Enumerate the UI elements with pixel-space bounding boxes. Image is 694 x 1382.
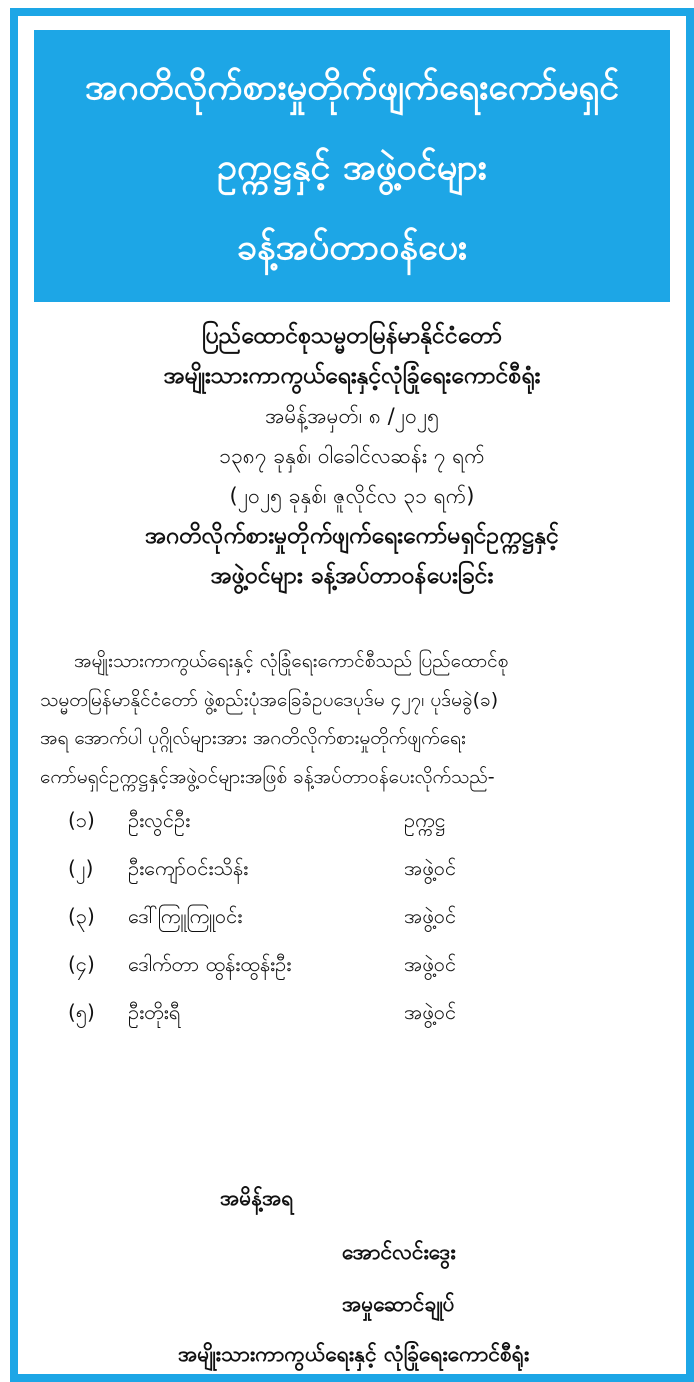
order-number: အမိန့်အမှတ်၊ ၈ /၂၀၂၅: [265, 404, 439, 428]
council-office: အမျိုးသားကာကွယ်ရေးနှင့်လုံခြုံရေးကောင်စီရုံး: [163, 363, 541, 389]
by-order-label: အမိန့်အရ: [220, 1186, 294, 1210]
order-header: [18, 316, 686, 596]
member-name: ဒေါ်ကြူကြူဝင်း: [128, 904, 243, 928]
member-role: အဖွဲ့ဝင်: [404, 1000, 457, 1024]
paragraph-line: သမ္မတမြန်မာနိုင်ငံတော် ဖွဲ့စည်းပုံအခြေခံဥပဒေပုဒ်မ ၄၂၇၊ ပုဒ်မခွဲ(ခ): [40, 688, 499, 711]
signatory-name: အောင်လင်းဒွေး: [342, 1240, 456, 1264]
list-item: [18, 800, 686, 840]
list-item: [18, 848, 686, 888]
order-paragraph: [40, 642, 676, 796]
member-role: ဥက္ကဋ္ဌ: [404, 808, 446, 832]
member-role: အဖွဲ့ဝင်: [404, 952, 457, 976]
banner-title-line-3: ခန့်အပ်တာဝန်ပေး: [236, 227, 468, 268]
subject-line-2: အဖွဲ့ဝင်များ ခန့်အပ်တာဝန်ပေးခြင်း: [210, 563, 494, 589]
member-role: အဖွဲ့ဝင်: [404, 856, 457, 880]
paragraph-line: ကော်မရှင်ဥက္ကဋ္ဌနှင့်အဖွဲ့ဝင်များအဖြစ် ခန့်အပ်တာဝန်ပေးလိုက်သည်-: [40, 765, 495, 788]
date-myanmar: ၁၃၈၇ ခုနှစ်၊ ဝါခေါင်လဆန်း ၇ ရက်: [219, 444, 485, 468]
member-number: (၅): [68, 1000, 95, 1024]
member-number: (၄): [68, 952, 95, 976]
subject-line-1: အဂတိလိုက်စားမှုတိုက်ဖျက်ရေးကော်မရှင်ဥက္ကဋ္ဌနှင့်: [145, 523, 559, 549]
banner-title-line-2: ဥက္ကဋ္ဌနှင့် အဖွဲ့ဝင်များ: [217, 147, 487, 188]
signatory-title: အမှုဆောင်ချုပ်: [342, 1292, 455, 1316]
paragraph-line: အရ အောက်ပါ ပုဂ္ဂိုလ်များအား အဂတိလိုက်စားမှုတိုက်ဖျက်ရေး: [40, 727, 466, 749]
title-banner: [34, 30, 670, 302]
member-number: (၁): [68, 808, 95, 832]
member-name: ဦးကျော်ဝင်းသိန်း: [128, 856, 249, 880]
paragraph-line: အမျိုးသားကာကွယ်ရေးနှင့် လုံခြုံရေးကောင်စီသည် ပြည်ထောင်စု: [74, 650, 509, 672]
date-gregorian: (၂၀၂၅ ခုနှစ်၊ ဇူလိုင်လ ၃၁ ရက်): [229, 484, 475, 508]
banner-title-line-1: အဂတိလိုက်စားမှုတိုက်ဖျက်ရေးကော်မရှင်: [84, 67, 620, 108]
announcement-frame: [10, 8, 694, 1382]
member-role: အဖွဲ့ဝင်: [404, 904, 457, 928]
signatory-office: အမျိုးသားကာကွယ်ရေးနှင့် လုံခြုံရေးကောင်စီရုံး: [178, 1342, 530, 1366]
list-item: [18, 896, 686, 936]
state-name: ပြည်ထောင်စုသမ္မတမြန်မာနိုင်ငံတော်: [201, 323, 503, 349]
list-item: [18, 992, 686, 1032]
member-name: ဦးလွင်ဦး: [128, 808, 191, 832]
list-item: [18, 944, 686, 984]
member-name: ဦးတိုးရီ: [128, 1000, 181, 1024]
member-name: ဒေါက်တာ ထွန်းထွန်းဦး: [128, 952, 292, 976]
member-number: (၃): [68, 904, 95, 928]
member-number: (၂): [68, 856, 94, 880]
